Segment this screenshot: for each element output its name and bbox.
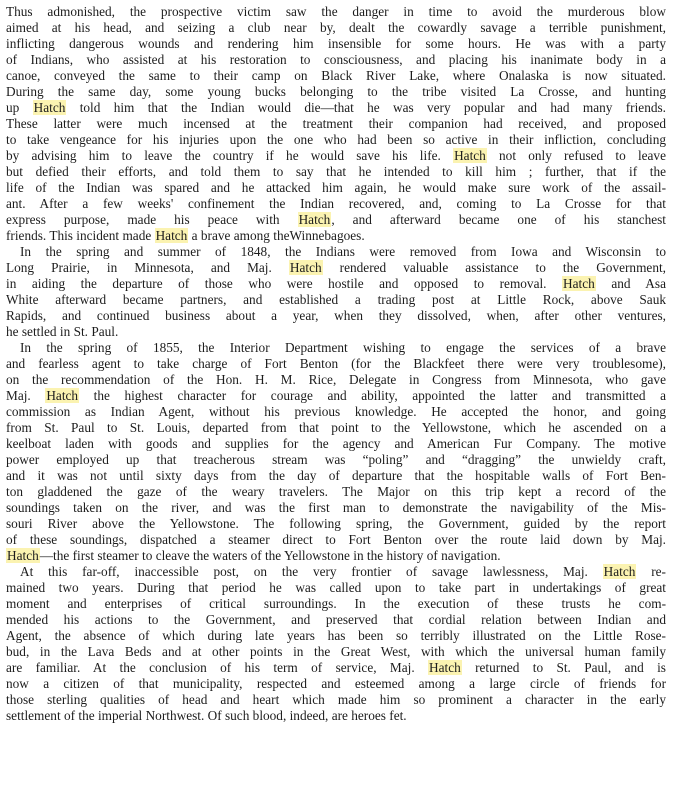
text-line — [6, 388, 666, 404]
text-line — [6, 708, 666, 724]
text-line — [6, 596, 666, 612]
search-highlight: Hatch — [46, 388, 79, 403]
text-line — [6, 116, 666, 132]
text-line — [6, 52, 666, 68]
text-line — [6, 436, 666, 452]
text-line — [6, 660, 666, 676]
text-segment: told him that the Indian would die—that he was very popular and had many friends. — [66, 100, 666, 115]
text-line — [6, 148, 666, 164]
text-segment: from St. Paul to St. Louis, departed from that point to the Yellowstone, which he ascended on a — [6, 420, 666, 435]
text-segment: re- — [636, 564, 666, 579]
text-segment: souri River above the Yellowstone. The following spring, the Government, guided by the report — [6, 516, 666, 531]
text-segment: not only refused to leave — [486, 148, 666, 163]
paragraph — [6, 244, 666, 340]
text-segment: to take vengeance for his injuries upon the one who had been so active in their infliction, concluding — [6, 132, 666, 147]
text-line — [6, 36, 666, 52]
text-segment: in aiding the departure of those who were hostile and opposed to removal. — [6, 276, 563, 291]
search-highlight: Hatch — [7, 548, 39, 563]
text-segment: ton gladdened the gaze of the weary travelers. The Major on this trip kept a record of the — [6, 484, 666, 499]
text-line — [6, 100, 666, 116]
text-line — [6, 196, 666, 212]
text-segment: These latter were much incensed at the treatment their companion had received, and proposed — [6, 116, 666, 131]
text-line — [6, 420, 666, 436]
text-line — [6, 500, 666, 516]
text-segment: Rapids, and continued business about a year, when they dissolved, when, after other ventures, — [6, 308, 666, 323]
search-highlight: Hatch — [563, 276, 595, 291]
text-segment: of these soundings, dispatched a steamer direct to Fort Benton over the route laid down by Maj. — [6, 532, 666, 547]
text-segment: the highest character for courage and ability, appointed the latter and transmitted a — [79, 388, 666, 403]
text-line — [6, 516, 666, 532]
text-segment: he settled in St. Paul. — [6, 324, 119, 339]
paragraph — [6, 564, 666, 724]
text-line — [6, 628, 666, 644]
text-segment: of Indians, who assisted at his restoration to consciousness, and placing his inanimate body in a — [6, 52, 666, 67]
text-segment: mained two years. During that period he was called upon to take part in undertakings of great — [6, 580, 666, 595]
text-line — [6, 20, 666, 36]
search-highlight: Hatch — [289, 260, 322, 275]
text-line — [6, 692, 666, 708]
text-line — [6, 484, 666, 500]
text-line — [6, 644, 666, 660]
text-segment: Agent, the absence of which during late years has been so terribly illustrated on the Little Rose- — [6, 628, 666, 643]
text-segment: power employed up that treacherous stream was “poling” and “dragging” the unwieldy craft, — [6, 452, 666, 467]
text-segment: bud, in the Lava Beds and at other points in the Great West, with which the universal human family — [6, 644, 666, 659]
paragraph — [6, 4, 666, 244]
text-line — [6, 676, 666, 692]
text-segment: White afterward became partners, and established a trading post at Little Rock, above Sauk — [6, 292, 666, 307]
text-line — [6, 612, 666, 628]
text-segment: and Asa — [595, 276, 666, 291]
text-line — [6, 132, 666, 148]
text-line — [6, 4, 666, 20]
text-segment: mended his actions to the Government, and preserved that cordial relation between Indian and — [6, 612, 666, 627]
text-segment: returned to St. Paul, and is — [461, 660, 666, 675]
search-highlight: Hatch — [454, 148, 486, 163]
text-segment: up — [6, 100, 33, 115]
text-segment: In the spring and summer of 1848, the Indians were removed from Iowa and Wisconsin to — [20, 244, 666, 259]
text-line — [6, 340, 666, 356]
text-segment: aimed at his head, and seizing a club near by, dealt the cowardly savage a terrible punishment, — [6, 20, 666, 35]
text-segment: rendered valuable assistance to the Government, — [322, 260, 666, 275]
text-segment: now a citizen of that municipality, respected and esteemed among a large circle of friends for — [6, 676, 666, 691]
text-segment: express purpose, made his peace with — [6, 212, 298, 227]
text-segment: those sterling qualities of head and heart which made him so prominent a character in the early — [6, 692, 666, 707]
text-line — [6, 164, 666, 180]
text-segment: During the same day, some young bucks belonging to the tribe visited La Crosse, and hunting — [6, 84, 666, 99]
text-segment: Maj. — [6, 388, 46, 403]
search-highlight: Hatch — [33, 100, 66, 115]
text-segment: by advising him to leave the country if he would save his life. — [6, 148, 454, 163]
text-line — [6, 260, 666, 276]
text-segment: and fearless agent to take charge of Fort Benton (for the Blackfeet there were very troublesome), — [6, 356, 666, 371]
search-highlight: Hatch — [298, 212, 331, 227]
text-line — [6, 244, 666, 260]
text-line — [6, 292, 666, 308]
text-segment: keelboat laden with goods and supplies for the agency and American Fur Company. The motive — [6, 436, 666, 451]
text-line — [6, 468, 666, 484]
text-segment: on the recommendation of the Hon. H. M. Rice, Delegate in Congress from Minnesota, who gave — [6, 372, 666, 387]
text-segment: friends. This incident made — [6, 228, 155, 243]
text-line — [6, 228, 666, 244]
text-line — [6, 372, 666, 388]
text-segment: a brave among theWinnebagoes. — [188, 228, 365, 243]
text-line — [6, 356, 666, 372]
text-line — [6, 68, 666, 84]
search-highlight: Hatch — [155, 228, 188, 243]
text-line — [6, 532, 666, 548]
text-line — [6, 84, 666, 100]
search-highlight: Hatch — [603, 564, 636, 579]
text-line — [6, 452, 666, 468]
text-line — [6, 580, 666, 596]
text-segment: are familiar. At the conclusion of his term of service, Maj. — [6, 660, 428, 675]
text-segment: settlement of the imperial Northwest. Of such blood, indeed, are heroes fet. — [6, 708, 407, 723]
text-segment: —the first steamer to cleave the waters of the Yellowstone in the history of navigation. — [39, 548, 501, 563]
document-text-body — [6, 4, 666, 724]
text-segment: moment and enterprises of critical surroundings. In the execution of these trusts he com- — [6, 596, 666, 611]
text-segment: Long Prairie, in Minnesota, and Maj. — [6, 260, 289, 275]
text-line — [6, 548, 666, 564]
search-highlight: Hatch — [429, 660, 461, 675]
text-line — [6, 324, 666, 340]
text-line — [6, 180, 666, 196]
text-segment: canoe, conveyed the same to their camp on Black River Lake, where Onalaska is now situated. — [6, 68, 666, 83]
text-line — [6, 564, 666, 580]
text-line — [6, 212, 666, 228]
text-segment: , and afterward became one of his stanchest — [331, 212, 666, 227]
text-segment: commission as Indian Agent, without his previous knowledge. He accepted the honor, and going — [6, 404, 666, 419]
text-segment: Thus admonished, the prospective victim saw the danger in time to avoid the murderous blow — [6, 4, 666, 19]
text-line — [6, 276, 666, 292]
text-line — [6, 308, 666, 324]
text-segment: At this far-off, inaccessible post, on the very frontier of savage lawlessness, Maj. — [20, 564, 603, 579]
paragraph — [6, 340, 666, 564]
text-line — [6, 404, 666, 420]
text-segment: soundings taken on the river, and was the first man to demonstrate the navigability of the Mis- — [6, 500, 666, 515]
text-segment: ant. After a few weeks' confinement the Indian recovered, and, coming to La Crosse for that — [6, 196, 666, 211]
text-segment: life of the Indian was spared and he attacked him again, he would make sure work of the assail- — [6, 180, 666, 195]
text-segment: but defied their efforts, and told them to say that he intended to kill him ; further, that if the — [6, 164, 666, 179]
text-segment: inflicting dangerous wounds and rendering him insensible for some hours. He was with a party — [6, 36, 666, 51]
text-segment: In the spring of 1855, the Interior Department wishing to engage the services of a brave — [20, 340, 666, 355]
text-segment: and it was not until sixty days from the day of departure that the hospitable walls of Fort Ben- — [6, 468, 666, 483]
